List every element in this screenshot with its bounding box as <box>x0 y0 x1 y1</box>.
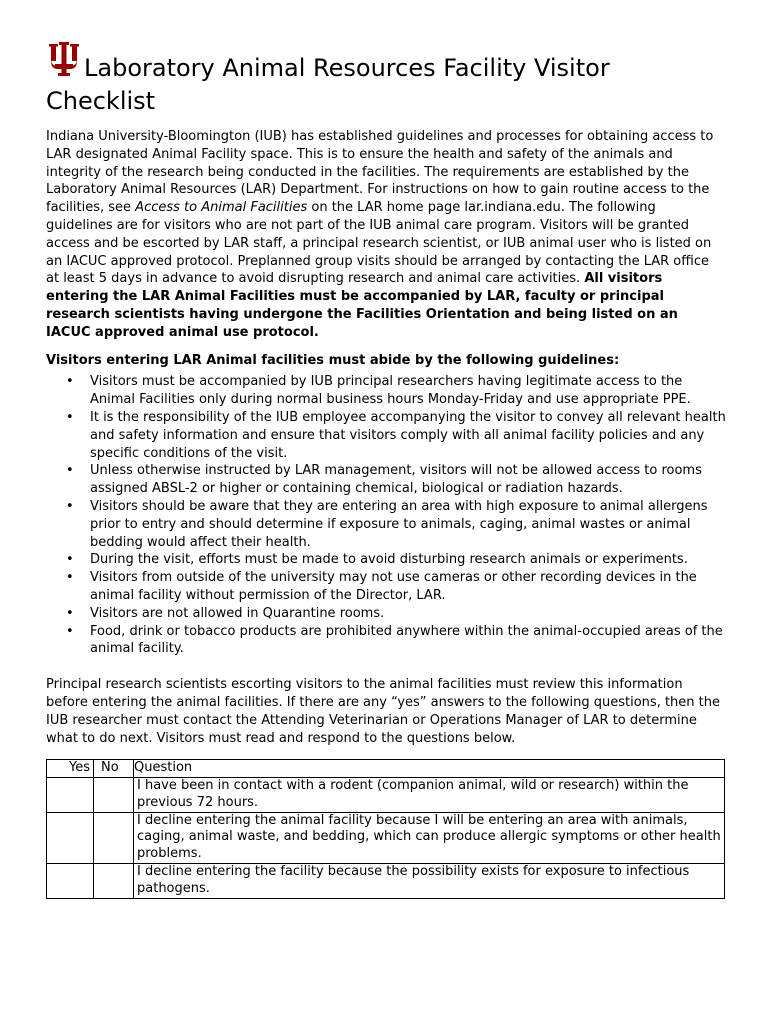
table-row <box>47 778 725 813</box>
answer-no-cell[interactable] <box>94 864 134 899</box>
bullet-icon: • <box>66 498 74 514</box>
guidelines-list <box>46 373 726 658</box>
list-item-text: Food, drink or tobacco products are prohibited anywhere within the animal-occupied areas of the animal facility. <box>90 623 723 657</box>
bullet-icon: • <box>66 463 74 479</box>
intro-text-1: Indiana University-Bloomington (IUB) has established guidelines and processes for obtaining access to LAR designated Animal Facility space. This is to ensure the health and safety of the animals and integrity of the research being conducted in the facilities. The requirements are established by the Laboratory Animal Resources (LAR) Department. For instructions on how to gain routine access to the facilities, see <box>46 129 714 216</box>
answer-no-cell[interactable] <box>94 812 134 863</box>
header-question: Question <box>134 760 725 778</box>
intro-bold-text: All visitors entering the LAR Animal Facilities must be accompanied by LAR, faculty or principal research scientists having undergone the Facilities Orientation and being listed on an IACUC approved animal use protocol. <box>46 271 678 340</box>
list-item <box>46 409 726 462</box>
table-row <box>47 812 725 863</box>
bullet-icon: • <box>66 409 74 425</box>
header-no: No <box>94 760 134 778</box>
list-item-text: It is the responsibility of the IUB employee accompanying the visitor to convey all relevant health and safety information and ensure that visitors comply with all animal facility policies and any specific conditions of the visit. <box>90 409 726 461</box>
page-title-row <box>46 42 726 117</box>
intro-link-text: Access to Animal Facilities <box>135 200 308 216</box>
header-yes: Yes <box>47 760 94 778</box>
guidelines-heading: Visitors entering LAR Animal facilities must abide by the following guidelines: <box>46 352 620 368</box>
table-row <box>47 864 725 899</box>
list-item <box>46 498 726 551</box>
questions-table <box>46 759 725 898</box>
iu-trident-logo-icon <box>46 42 82 86</box>
list-item-text: Unless otherwise instructed by LAR management, visitors will not be allowed access to rooms assigned ABSL-2 or higher or containing chemical, biological or radiation hazards. <box>90 463 702 497</box>
bullet-icon: • <box>66 552 74 568</box>
list-item <box>46 462 726 498</box>
answer-yes-cell[interactable] <box>47 812 94 863</box>
question-cell: I have been in contact with a rodent (companion animal, wild or research) within the previous 72 hours. <box>134 778 725 813</box>
table-header-row <box>47 760 725 778</box>
list-item-text: Visitors from outside of the university may not use cameras or other recording devices in the animal facility without permission of the Director, LAR. <box>90 570 697 603</box>
intro-paragraph <box>46 128 726 342</box>
page-title: Laboratory Animal Resources Facility Visitor Checklist <box>46 54 610 115</box>
list-item-text: Visitors are not allowed in Quarantine rooms. <box>90 605 385 621</box>
list-item <box>46 605 726 623</box>
answer-yes-cell[interactable] <box>47 778 94 813</box>
list-item <box>46 623 726 659</box>
document-page <box>46 42 726 899</box>
answer-yes-cell[interactable] <box>47 864 94 899</box>
intro-text-2: on the LAR home page lar.indiana.edu. The following guidelines are for visitors who are not part of the IUB animal care program. Visitors will be granted access and be escorted by LAR staff, a principal research scientist, or IUB animal user who is listed on an IACUC approved protocol. Preplanned group visits should be arranged by contacting the LAR office at least 5 days in advance to avoid disrupting research and animal care activities. <box>46 200 712 287</box>
bullet-icon: • <box>66 605 74 621</box>
list-item-text: Visitors should be aware that they are entering an area with high exposure to animal allergens prior to entry and should determine if exposure to animals, caging, animal wastes or animal bedding would affect their health. <box>90 498 708 550</box>
bullet-icon: • <box>66 374 74 390</box>
list-item-text: During the visit, efforts must be made to avoid disturbing research animals or experiments. <box>90 552 688 568</box>
list-item <box>46 569 726 605</box>
list-item <box>46 551 726 569</box>
bullet-icon: • <box>66 623 74 639</box>
bullet-icon: • <box>66 570 74 586</box>
answer-no-cell[interactable] <box>94 778 134 813</box>
question-cell: I decline entering the facility because the possibility exists for exposure to infectious pathogens. <box>134 864 725 899</box>
escort-paragraph: Principal research scientists escorting visitors to the animal facilities must review this information before entering the animal facilities. If there are any “yes” answers to the following questions, then the IUB researcher must contact the Attending Veterinarian or Operations Manager of LAR to determine what to do next. Visitors must read and respond to the questions below. <box>46 677 720 746</box>
list-item <box>46 373 726 409</box>
question-cell: I decline entering the animal facility because I will be entering an area with animals, caging, animal waste, and bedding, which can produce allergic symptoms or other health problems. <box>134 812 725 863</box>
list-item-text: Visitors must be accompanied by IUB principal researchers having legitimate access to the Animal Facilities only during normal business hours Monday-Friday and use appropriate PPE. <box>90 374 691 408</box>
